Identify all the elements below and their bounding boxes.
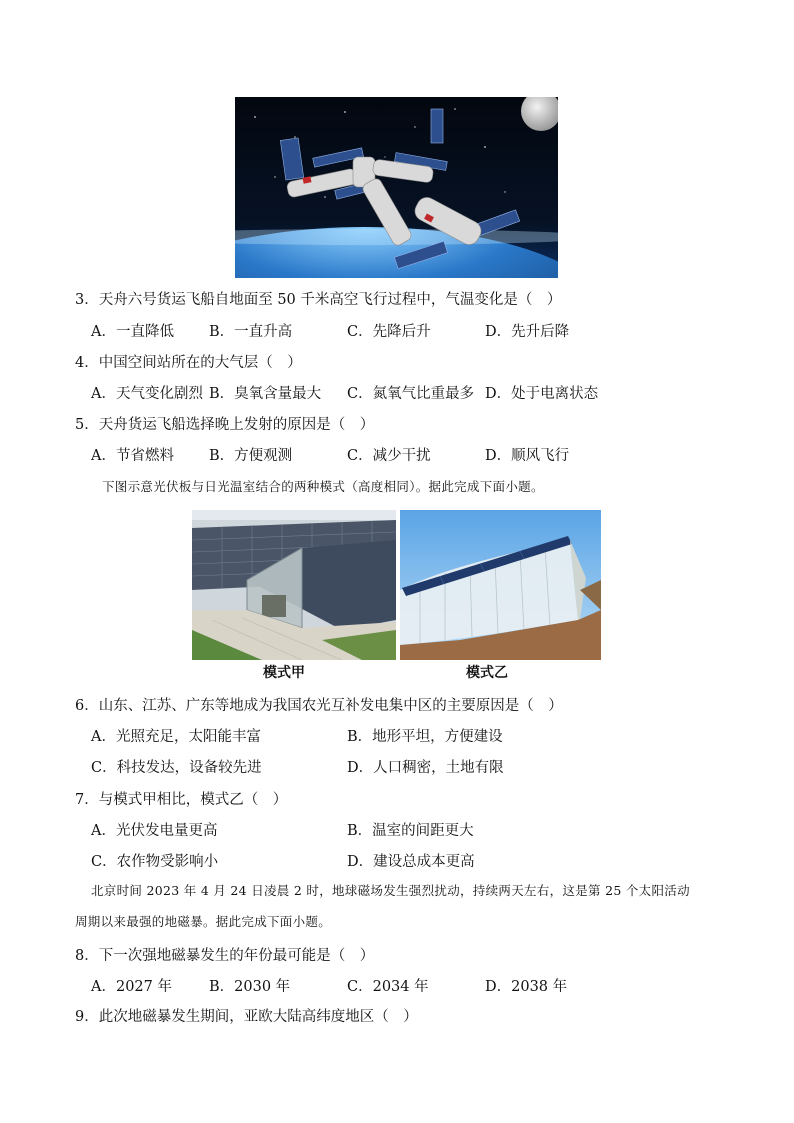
question-5-option-c[interactable]: C．减少干扰	[347, 448, 431, 464]
question-5-option-d[interactable]: D．顺风飞行	[485, 448, 570, 464]
intro-greenhouse: 下图示意光伏板与日光温室结合的两种模式（高度相同）。据此完成下面小题。	[102, 479, 544, 494]
question-6-stem: 6．山东、江苏、广东等地成为我国农光互补发电集中区的主要原因是（ ）	[75, 698, 563, 714]
question-7-option-d[interactable]: D．建设总成本更高	[347, 854, 475, 870]
question-4-stem: 4．中国空间站所在的大气层（ ）	[75, 355, 302, 371]
question-8-option-b[interactable]: B．2030 年	[209, 979, 291, 995]
intro-geomagnetic-line-1: 北京时间 2023 年 4 月 24 日凌晨 2 时，地球磁场发生强烈扰动，持续两天左右，这是第 25 个太阳活动	[91, 883, 690, 898]
question-3-option-d[interactable]: D．先升后降	[485, 324, 570, 340]
question-6-option-b[interactable]: B．地形平坦，方便建设	[347, 729, 503, 745]
question-6-option-a[interactable]: A．光照充足，太阳能丰富	[91, 729, 261, 745]
question-5-option-a[interactable]: A．节省燃料	[91, 448, 174, 464]
question-8-option-a[interactable]: A．2027 年	[91, 979, 172, 995]
question-4-option-a[interactable]: A．天气变化剧烈	[91, 386, 203, 402]
question-8-option-c[interactable]: C．2034 年	[347, 979, 429, 995]
space-station-image	[235, 97, 558, 278]
intro-geomagnetic-line-2: 周期以来最强的地磁暴。据此完成下面小题。	[75, 914, 332, 929]
question-3-option-c[interactable]: C．先降后升	[347, 324, 431, 340]
question-4-option-b[interactable]: B．臭氧含量最大	[209, 386, 322, 402]
question-5-option-b[interactable]: B．方便观测	[209, 448, 293, 464]
question-6-option-d[interactable]: D．人口稠密，土地有限	[347, 760, 504, 776]
greenhouse-caption-b: 模式乙	[466, 665, 508, 681]
question-6-option-c[interactable]: C．科技发达，设备较先进	[91, 760, 262, 776]
question-7-option-b[interactable]: B．温室的间距更大	[347, 823, 474, 839]
question-7-option-a[interactable]: A．光伏发电量更高	[91, 823, 218, 839]
question-5-stem: 5．天舟货运飞船选择晚上发射的原因是（ ）	[75, 417, 375, 433]
question-7-option-c[interactable]: C．农作物受影响小	[91, 854, 219, 870]
question-3-option-b[interactable]: B．一直升高	[209, 324, 293, 340]
question-7-stem: 7．与模式甲相比，模式乙（ ）	[75, 792, 288, 808]
greenhouse-mode-b-image	[400, 510, 601, 660]
greenhouse-caption-a: 模式甲	[263, 665, 305, 681]
question-9-stem: 9．此次地磁暴发生期间，亚欧大陆高纬度地区（ ）	[75, 1009, 418, 1025]
question-3-option-a[interactable]: A．一直降低	[91, 324, 174, 340]
question-3-stem: 3．天舟六号货运飞船自地面至 50 千米高空飞行过程中，气温变化是（ ）	[75, 292, 562, 308]
question-4-option-c[interactable]: C．氮氧气比重最多	[347, 386, 475, 402]
greenhouse-mode-a-image	[192, 510, 396, 660]
question-4-option-d[interactable]: D．处于电离状态	[485, 386, 599, 402]
question-8-option-d[interactable]: D．2038 年	[485, 979, 568, 995]
question-8-stem: 8．下一次强地磁暴发生的年份最可能是（ ）	[75, 948, 375, 964]
